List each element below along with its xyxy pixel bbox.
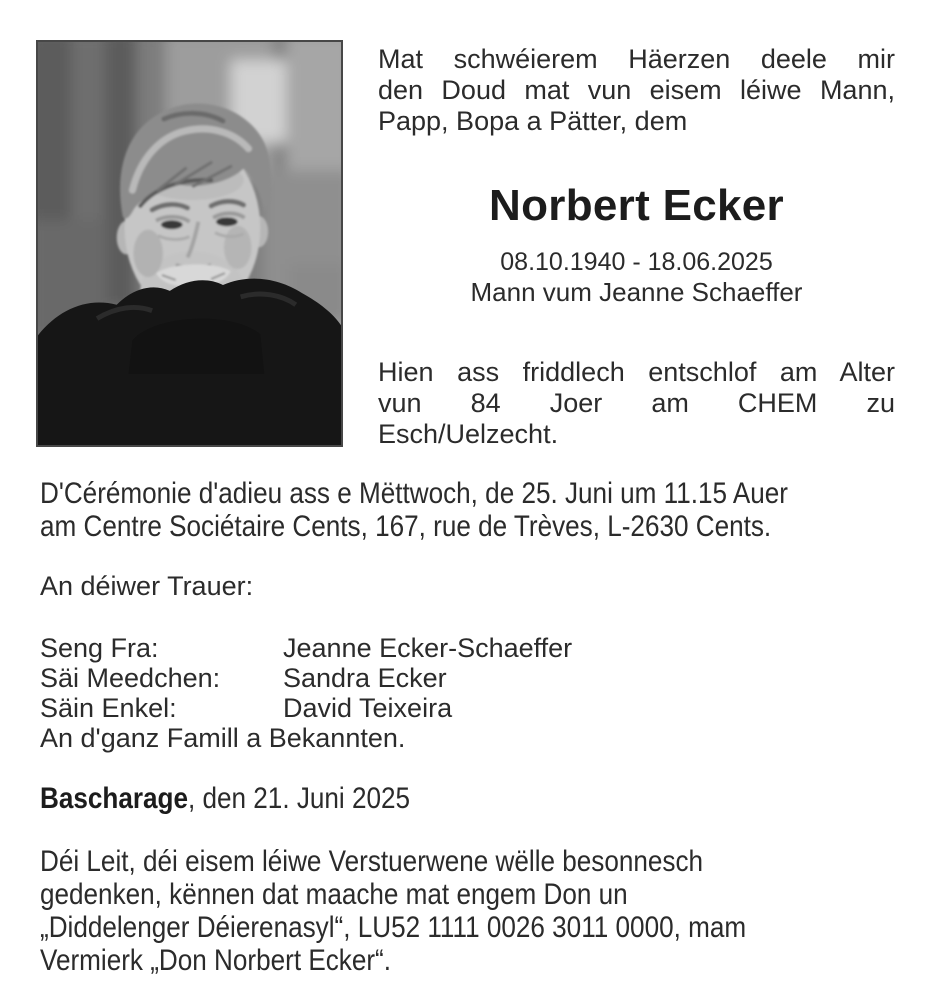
donation-line: „Diddelenger Déierenasyl“, LU52 1111 0026 3011 0000, mam [40, 911, 747, 944]
intro-line: Mat schwéierem Häerzen deele mir [378, 44, 895, 74]
mourning-heading: An déiwer Trauer: [40, 571, 254, 601]
relation-line: Mann vum Jeanne Schaeffer [470, 277, 803, 307]
ceremony-line: am Centre Sociétaire Cents, 167, rue de Trèves, L-2630 Cents. [40, 510, 772, 543]
donation-line: Déi Leit, déi eisem léiwe Verstuerwene wëlle besonnesch [40, 845, 704, 878]
deceased-name: Norbert Ecker [489, 181, 784, 230]
mourner-name: David Teixeira [283, 693, 453, 723]
donation-line: Vermierk „Don Norbert Ecker“. [40, 944, 391, 977]
death-line: vun 84 Joer am CHEM zu [378, 388, 895, 418]
place-date-rest: , den 21. Juni 2025 [187, 782, 411, 815]
mourner-name: Jeanne Ecker-Schaeffer [283, 633, 573, 663]
ceremony-line: D'Cérémonie d'adieu ass e Mëttwoch, de 25. Juni um 11.15 Auer [40, 477, 788, 510]
portrait-photo-graphic [38, 42, 341, 445]
intro-line: den Doud mat vun eisem léiwe Mann, [378, 75, 895, 105]
intro-paragraph [378, 44, 895, 137]
death-paragraph [378, 357, 895, 450]
mourner-row [40, 693, 895, 723]
mourner-name: Sandra Ecker [283, 663, 447, 693]
ceremony-paragraph [40, 477, 895, 543]
intro-line: Papp, Bopa a Pätter, dem [378, 106, 688, 136]
donation-line: gedenken, kënnen dat maache mat engem Don un [40, 878, 628, 911]
donation-paragraph [40, 845, 895, 977]
death-line: Hien ass friddlech entschlof am Alter [378, 357, 895, 387]
mourners-footer: An d'ganz Famill a Bekannten. [40, 723, 406, 753]
mourner-relation: Säin Enkel: [40, 693, 177, 723]
death-line: Esch/Uelzecht. [378, 419, 559, 449]
place-name: Bascharage [40, 782, 188, 815]
mourner-row [40, 663, 895, 693]
mourner-row [40, 633, 895, 663]
life-dates: 08.10.1940 - 18.06.2025 [500, 248, 773, 276]
portrait-photo [36, 40, 343, 447]
mourner-relation: Seng Fra: [40, 633, 159, 663]
mourners-list [40, 633, 895, 753]
place-date-line [40, 782, 895, 815]
mourner-relation: Säi Meedchen: [40, 663, 221, 693]
